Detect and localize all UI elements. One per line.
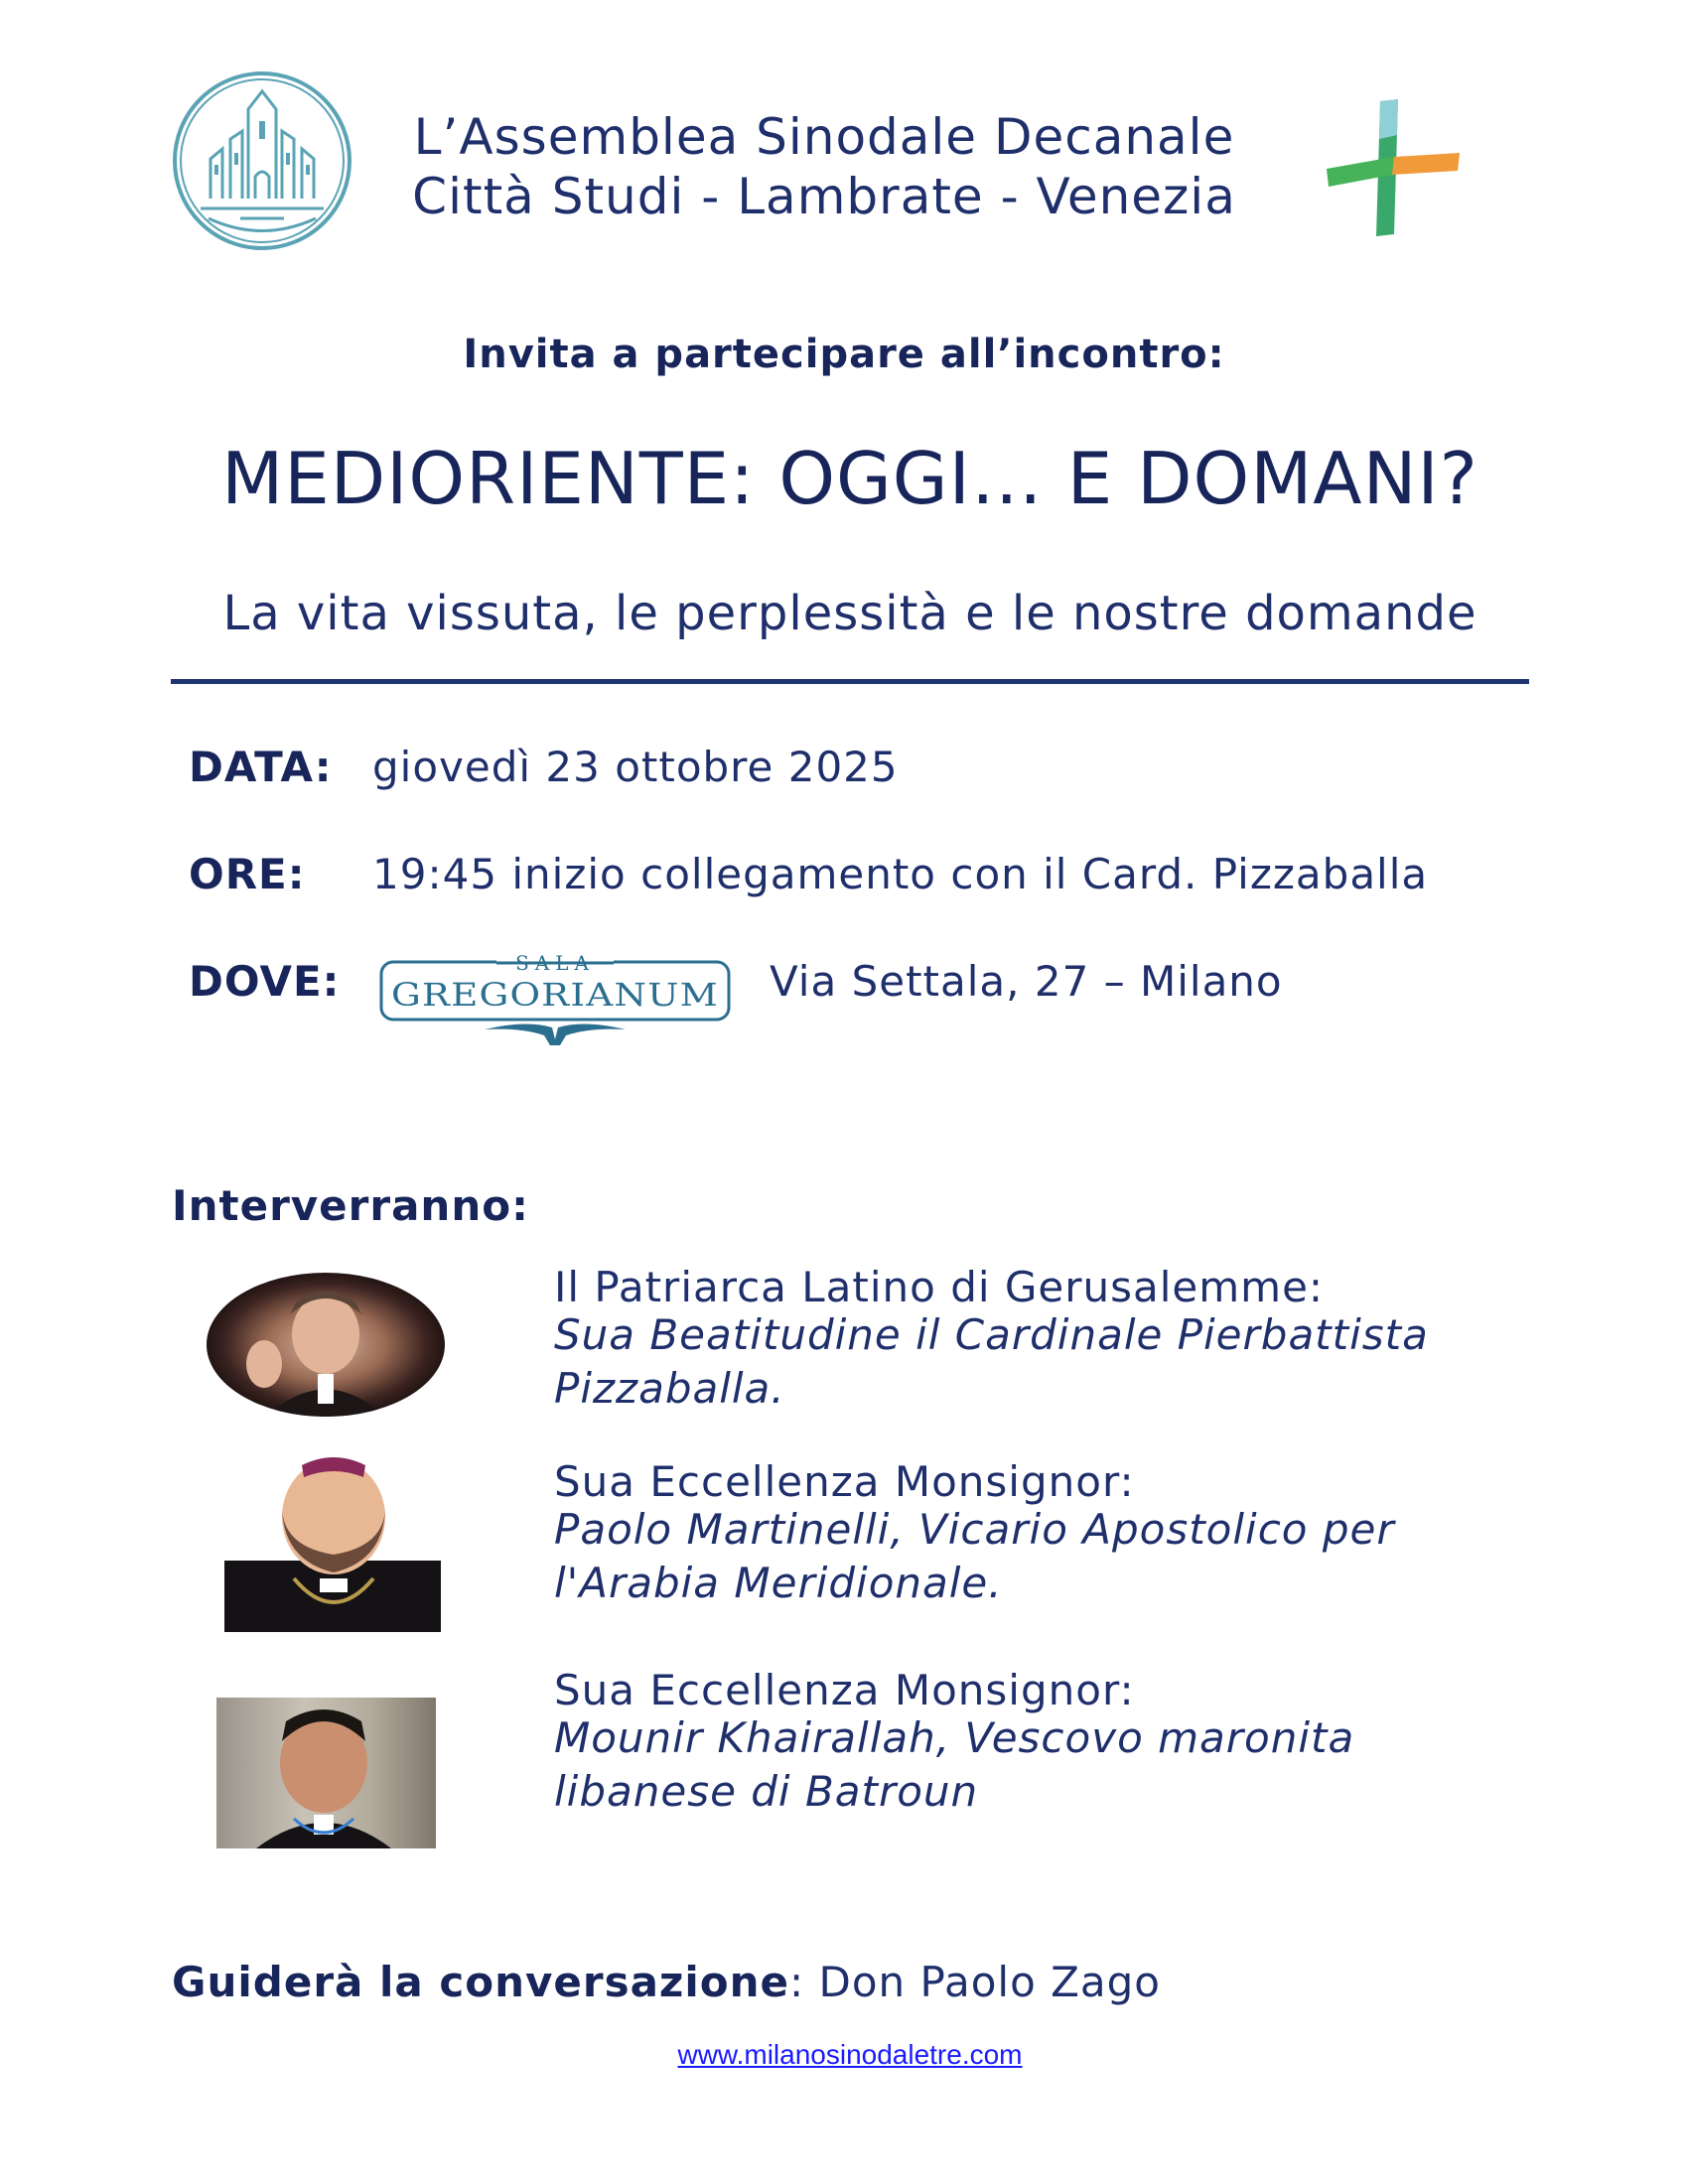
speaker-1-photo bbox=[207, 1273, 445, 1417]
speaker-3-role: Sua Eccellenza Monsignor: bbox=[554, 1666, 1135, 1714]
synod-cross-logo bbox=[1319, 95, 1468, 244]
venue-logo-name-text: GREGORIANUM bbox=[391, 976, 719, 1014]
date-value: giovedì 23 ottobre 2025 bbox=[372, 743, 899, 791]
header-line-1: L’Assemblea Sinodale Decanale bbox=[413, 108, 1235, 166]
place-label: DOVE: bbox=[189, 957, 341, 1006]
header-line-2: Città Studi - Lambrate - Venezia bbox=[412, 168, 1236, 225]
time-value: 19:45 inizio collegamento con il Card. Pizzaballa bbox=[372, 850, 1429, 898]
speaker-1-name: Sua Beatitudine il Cardinale Pierbattista Pizzaballa. bbox=[554, 1310, 1429, 1413]
invite-text: Invita a partecipare all’incontro: bbox=[463, 332, 1225, 377]
speaker-2-name: Paolo Martinelli, Vicario Apostolico per l'Arabia Meridionale. bbox=[554, 1505, 1395, 1607]
website-link[interactable]: www.milanosinodaletre.com bbox=[677, 2039, 1023, 2070]
date-label: DATA: bbox=[189, 743, 333, 791]
place-value: Via Settala, 27 – Milano bbox=[770, 957, 1283, 1006]
speaker-1-role: Il Patriarca Latino di Gerusalemme: bbox=[554, 1263, 1325, 1311]
moderator-label: Guiderà la conversazione bbox=[172, 1958, 790, 2006]
venue-logo-small-text: SALA bbox=[515, 951, 595, 975]
venue-logo bbox=[377, 948, 733, 1047]
event-subtitle: La vita vissuta, le perplessità e le nostre domande bbox=[222, 586, 1477, 641]
moderator-line bbox=[172, 1958, 1161, 2006]
moderator-value: Don Paolo Zago bbox=[804, 1958, 1161, 2006]
divider bbox=[171, 679, 1529, 684]
event-title: MEDIORIENTE: OGGI… E DOMANI? bbox=[221, 437, 1478, 520]
moderator-colon: : bbox=[789, 1958, 805, 2006]
speaker-3-photo bbox=[216, 1698, 436, 1848]
speaker-2-role: Sua Eccellenza Monsignor: bbox=[554, 1457, 1135, 1506]
time-label: ORE: bbox=[189, 850, 306, 898]
speakers-heading: Interverranno: bbox=[172, 1181, 529, 1230]
speaker-3-name: Mounir Khairallah, Vescovo maronita libanese di Batroun bbox=[554, 1713, 1355, 1816]
speaker-2-photo bbox=[224, 1451, 441, 1632]
